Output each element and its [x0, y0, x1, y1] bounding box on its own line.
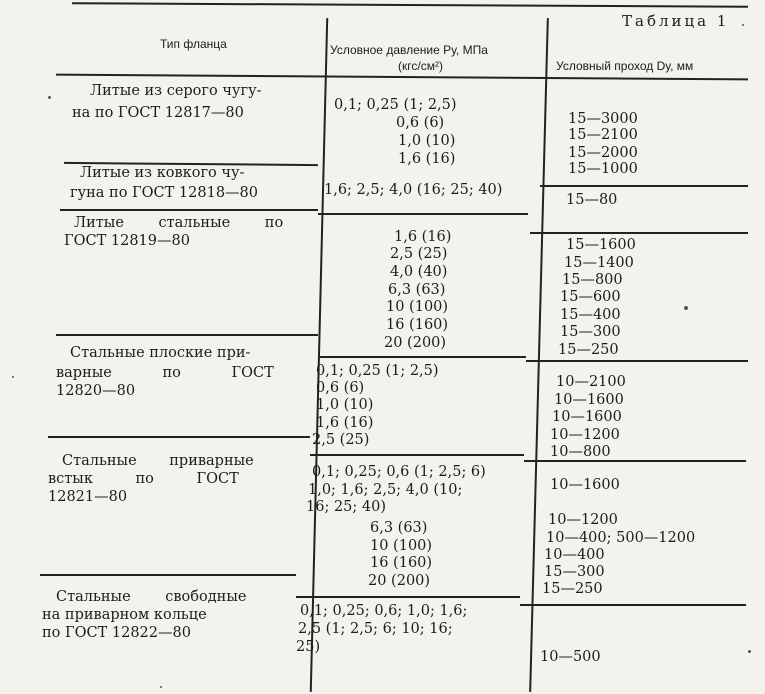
scan-speck — [160, 686, 162, 688]
header-flange-type: Тип фланца — [160, 37, 227, 51]
row5-bore: 10—400 — [544, 547, 605, 563]
row6-bore: 10—500 — [540, 649, 601, 665]
row3-bore: 15—300 — [560, 324, 621, 340]
row1-bore-rule — [540, 185, 748, 187]
row3-type: ГОСТ 12819—80 — [64, 233, 190, 249]
row3-bore: 15—800 — [562, 272, 623, 288]
row5-pressure: 0,1; 0,25; 0,6 (1; 2,5; 6) — [312, 464, 486, 480]
row4-pressure: 0,6 (6) — [316, 380, 365, 396]
row4-bore: 10—1600 — [552, 409, 622, 425]
row5-bore: 10—1200 — [548, 512, 618, 528]
row6-type: на приварном кольце — [42, 607, 207, 623]
scan-speck — [12, 376, 14, 378]
col-divider-1 — [310, 18, 328, 692]
scan-speck — [48, 96, 51, 99]
row4-type: 12820—80 — [56, 383, 136, 399]
scan-speck — [742, 24, 744, 26]
row2-pressure-rule — [318, 213, 528, 215]
row5-pressure: 20 (200) — [368, 573, 431, 589]
row5-pressure: 1,0; 1,6; 2,5; 4,0 (10; — [308, 482, 463, 498]
row4-pressure-rule — [310, 454, 524, 456]
row3-pressure-rule — [318, 356, 526, 358]
row1-bore: 15—1000 — [568, 161, 638, 177]
row5-bore: 15—300 — [544, 564, 605, 580]
row1-bore: 15—2000 — [568, 145, 638, 161]
row3-pressure: 1,6 (16) — [394, 229, 452, 245]
header-pressure-units: (кгс/см²) — [398, 59, 443, 73]
row3-bore: 15—250 — [558, 342, 619, 358]
row3-bore: 15—400 — [560, 307, 621, 323]
row1-type: на по ГОСТ 12817—80 — [72, 105, 244, 121]
row6-type: Стальные свободные — [56, 589, 247, 605]
scan-speck — [684, 306, 688, 310]
row4-bore: 10—800 — [550, 444, 611, 460]
row6-type: по ГОСТ 12822—80 — [42, 625, 191, 641]
row2-type: Литые из ковкого чу- — [80, 165, 245, 181]
row4-type: Стальные плоские при- — [70, 345, 251, 361]
row3-pressure: 6,3 (63) — [388, 282, 446, 298]
row5-type: Стальные приварные — [62, 453, 254, 469]
row5-bore: 10—1600 — [550, 477, 620, 493]
row1-bore: 15—2100 — [568, 127, 638, 143]
row2-bore-rule — [530, 232, 748, 234]
row1-pressure: 1,6 (16) — [398, 151, 456, 167]
row5-type: 12821—80 — [48, 489, 128, 505]
row5-type-rule — [40, 574, 296, 576]
row5-bore-rule — [520, 604, 746, 606]
scan-speck — [748, 650, 751, 653]
row3-pressure: 4,0 (40) — [390, 264, 448, 280]
row5-pressure: 16; 25; 40) — [306, 499, 386, 515]
row3-type: Литые стальные по — [74, 215, 284, 231]
row3-pressure: 10 (100) — [386, 299, 449, 315]
row5-pressure: 10 (100) — [370, 538, 433, 554]
top-rule — [72, 2, 748, 8]
header-bottom-rule — [56, 74, 748, 81]
row1-bore: 15—3000 — [568, 111, 638, 127]
row1-pressure: 1,0 (10) — [398, 133, 456, 149]
row2-type-rule — [60, 209, 318, 211]
row3-bore: 15—600 — [560, 289, 621, 305]
row6-pressure: 2,5 (1; 2,5; 6; 10; 16; — [298, 621, 453, 637]
row3-type-rule — [56, 334, 318, 336]
row4-type-rule — [48, 436, 310, 438]
row3-pressure: 16 (160) — [386, 317, 449, 333]
row3-bore: 15—1400 — [564, 255, 634, 271]
row2-bore: 15—80 — [566, 192, 618, 208]
header-pressure: Условное давление Pу, МПа — [330, 43, 488, 57]
row5-bore: 10—400; 500—1200 — [546, 530, 696, 546]
row4-bore-rule — [524, 460, 746, 462]
row3-bore-rule — [526, 360, 748, 362]
row5-bore: 15—250 — [542, 581, 603, 597]
table-title: Таблица 1 — [622, 12, 730, 30]
row4-type: варные по ГОСТ — [56, 365, 274, 381]
row1-pressure: 0,1; 0,25 (1; 2,5) — [334, 97, 457, 113]
row2-type: гуна по ГОСТ 12818—80 — [70, 185, 258, 201]
row5-pressure: 6,3 (63) — [370, 520, 428, 536]
row1-pressure: 0,6 (6) — [396, 115, 445, 131]
row3-pressure: 2,5 (25) — [390, 246, 448, 262]
row4-bore: 10—1600 — [554, 392, 624, 408]
row5-type: встык по ГОСТ — [48, 471, 239, 487]
row5-pressure-rule — [296, 596, 520, 598]
row4-pressure: 1,0 (10) — [316, 397, 374, 413]
row6-pressure: 0,1; 0,25; 0,6; 1,0; 1,6; — [300, 603, 468, 619]
row3-bore: 15—1600 — [566, 237, 636, 253]
row4-bore: 10—2100 — [556, 374, 626, 390]
row4-pressure: 0,1; 0,25 (1; 2,5) — [316, 363, 439, 379]
row4-pressure: 2,5 (25) — [312, 432, 370, 448]
row3-pressure: 20 (200) — [384, 335, 447, 351]
row4-pressure: 1,6 (16) — [316, 415, 374, 431]
row2-pressure: 1,6; 2,5; 4,0 (16; 25; 40) — [324, 182, 503, 198]
row4-bore: 10—1200 — [550, 427, 620, 443]
row5-pressure: 16 (160) — [370, 555, 433, 571]
row6-pressure: 25) — [296, 639, 321, 655]
header-bore: Условный проход Dу, мм — [556, 59, 694, 73]
row1-type: Литые из серого чугу- — [90, 83, 262, 99]
